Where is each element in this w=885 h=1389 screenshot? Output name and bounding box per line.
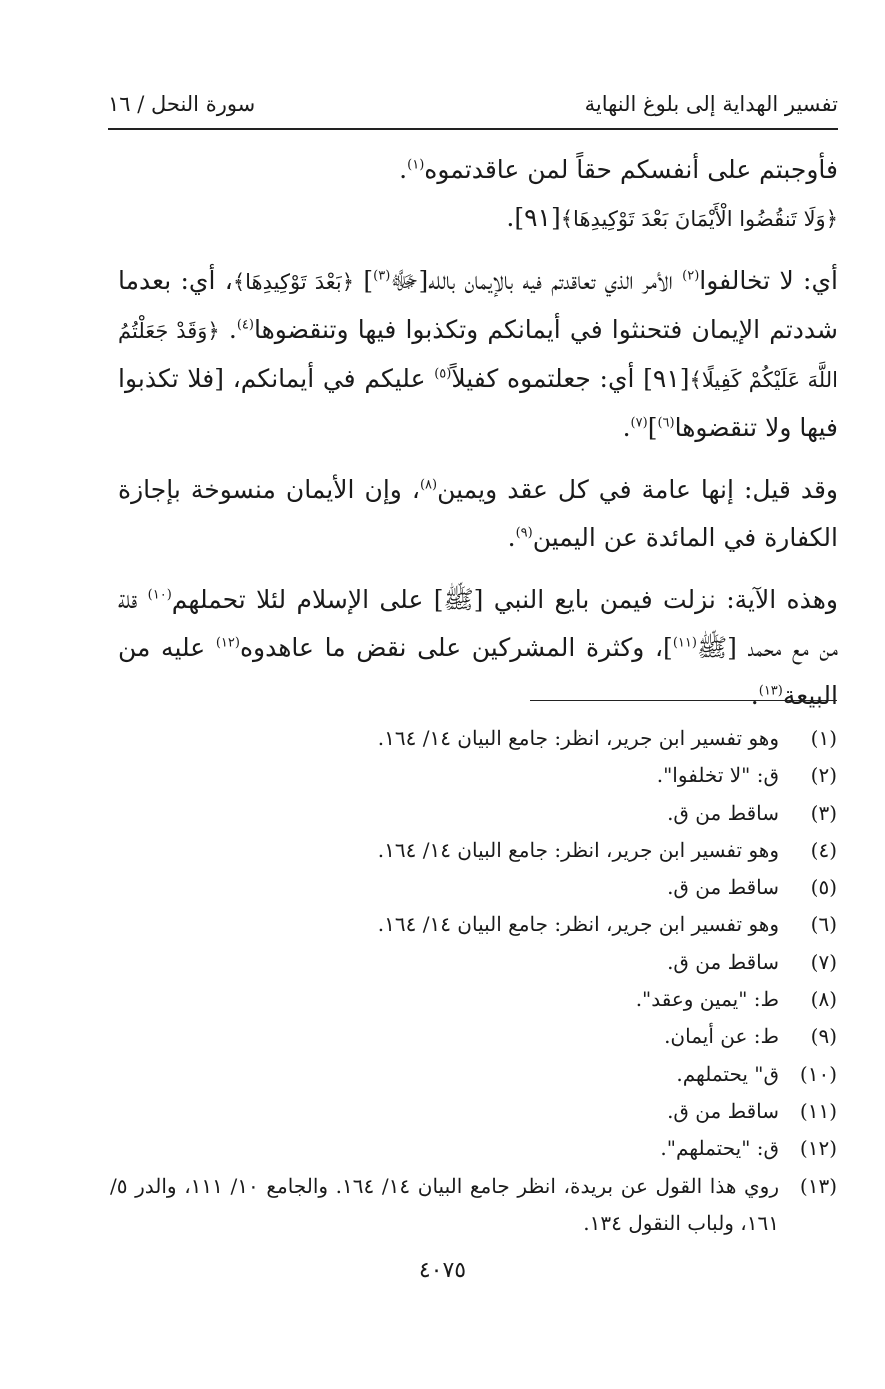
footnote-text: ساقط من ق. bbox=[667, 1098, 779, 1123]
footnote-number: (١١) bbox=[799, 1098, 837, 1123]
header-divider bbox=[108, 128, 838, 130]
footnote-number: (١٠) bbox=[799, 1061, 837, 1086]
footnote-ref: (٤) bbox=[236, 317, 254, 333]
footnote-text: ق: "لا تخلفوا". bbox=[656, 763, 779, 788]
footnote-ref: (١٢) bbox=[215, 635, 240, 651]
surah-reference: سورة النحل / ١٦ bbox=[108, 92, 256, 116]
main-text bbox=[118, 146, 838, 720]
footnote-ref: (٣) bbox=[373, 268, 391, 284]
footnote-number: (١٢) bbox=[799, 1136, 837, 1161]
footnote-text: وهو تفسير ابن جرير، انظر: جامع البيان ١٤/ ١٦٤. bbox=[377, 837, 779, 862]
footnote-number: (٥) bbox=[810, 875, 837, 900]
footnote bbox=[110, 906, 837, 943]
footnote-text: روي هذا القول عن بريدة، انظر جامع البيان ١٤/ ١٦٤. والجامع ١٠/ ١١١، والدر ٥/ ١٦١، ولباب النقول ١٣٤. bbox=[110, 1173, 779, 1235]
footnote-ref: (٧) bbox=[630, 415, 648, 431]
paragraph-2: ﴿وَلَا تَنقُضُوا الْأَيْمَانَ بَعْدَ تَوْكِيدِهَا﴾[٩١]. bbox=[506, 203, 838, 232]
footnote-ref: (١٣) bbox=[758, 683, 783, 699]
footnote-number: (١٣) bbox=[799, 1173, 837, 1198]
footnote-text: ساقط من ق. bbox=[667, 949, 779, 974]
footnote-text: ق" يحتملهم. bbox=[676, 1061, 779, 1086]
footnote-number: (٢) bbox=[810, 763, 837, 788]
footnote bbox=[110, 1093, 837, 1130]
footnote-ref: (٩) bbox=[515, 525, 533, 541]
footnote-ref: (٦) bbox=[657, 415, 675, 431]
footnote bbox=[110, 1168, 837, 1243]
footnote-text: وهو تفسير ابن جرير، انظر: جامع البيان ١٤/ ١٦٤. bbox=[377, 726, 779, 750]
footnote-ref: (١٠) bbox=[147, 587, 172, 603]
page-number: ٤٠٧٥ bbox=[418, 1258, 467, 1283]
footnote-text: ق: "يحتملهم". bbox=[660, 1136, 779, 1161]
footnote-text: ط: "يمين وعقد". bbox=[635, 987, 779, 1012]
footnote bbox=[110, 720, 837, 757]
footnotes bbox=[110, 720, 837, 1242]
footnote-divider bbox=[530, 700, 837, 701]
footnote-number: (٣) bbox=[810, 800, 837, 825]
footnote bbox=[110, 757, 837, 794]
running-header bbox=[108, 88, 838, 124]
paragraph-1: فأوجبتم على أنفسكم حقاً لمن عاقدتموه$^{(١)}$. bbox=[399, 155, 838, 184]
footnote-text: وهو تفسير ابن جرير، انظر: جامع البيان ١٤/ ١٦٤. bbox=[377, 912, 779, 937]
footnote bbox=[110, 795, 837, 832]
paragraph-3: أي: لا تخالفوا$^{(٢)}$ الأمر الذي تعاقدتم فيه بالإيمان بالله[ﷻ$^{(٣)}$] ﴿بَعْدَ تَوْكِيدِهَا﴾، أي: بعدما شددتم الإيمان فتحنثوا في أيمانكم وتكذبوا فيها وتنقضوها$^{(٤)}$. ﴿وَقَدْ جَعَلْتُمُ اللَّهَ عَلَيْكُمْ كَفِيلًا﴾[٩١] أي: جعلتموه كفيلاً$^{(٥)}$ عليكم في أيمانكم، [فلا تكذبوا فيها ولا تنقضوها$^{(٦)}$]$^{(٧)}$. bbox=[118, 266, 839, 442]
paragraph-4: وقد قيل: إنها عامة في كل عقد ويمين$^{(٨)}$، وإن الأيمان منسوخة بإجازة الكفارة في المائدة عن اليمين$^{(٩)}$. bbox=[118, 475, 839, 552]
footnote-ref: (٢) bbox=[682, 268, 700, 284]
footnote-number: (٩) bbox=[810, 1024, 837, 1049]
footnote bbox=[110, 944, 837, 981]
footnote-text: ساقط من ق. bbox=[667, 875, 779, 900]
footnote-text: ط: عن أيمان. bbox=[664, 1024, 779, 1049]
footnote-number: (٤) bbox=[810, 837, 837, 862]
paragraph-5: وهذه الآية: نزلت فيمن بايع النبي [ﷺ] على الإسلام لئلا تحملهم$^{(١٠)}$ قلة من مع محمد [ﷺ$^{(١١)}$]، وكثرة المشركين على نقض ما عاهدوه$^{(١٢)}$ عليه من البيعة$^{(١٣)}$. bbox=[118, 585, 838, 710]
quran-verse: ﴿وَقَدْ جَعَلْتُمُ اللَّهَ عَلَيْكُمْ كَفِيلًا﴾ bbox=[118, 319, 838, 392]
quran-verse: ﴿وَلَا تَنقُضُوا الْأَيْمَانَ بَعْدَ تَوْكِيدِهَا﴾ bbox=[560, 207, 838, 231]
footnote-number: (٦) bbox=[810, 912, 837, 937]
footnote bbox=[110, 1130, 837, 1167]
footnote-ref: (٨) bbox=[419, 477, 438, 493]
footnote-number: (١) bbox=[810, 726, 837, 750]
footnote bbox=[110, 1056, 837, 1093]
footnote-text: ساقط من ق. bbox=[667, 800, 779, 825]
footnote bbox=[110, 832, 837, 869]
footnote-number: (٧) bbox=[810, 949, 837, 974]
book-title: تفسير الهداية إلى بلوغ النهاية bbox=[584, 92, 838, 116]
footnote-number: (٨) bbox=[810, 987, 837, 1012]
footnote-ref: (٥) bbox=[434, 366, 452, 382]
footnote bbox=[110, 981, 837, 1018]
footnote-ref: (١١) bbox=[672, 635, 697, 651]
footnote-ref: (١) bbox=[407, 157, 425, 173]
quran-verse: ﴿بَعْدَ تَوْكِيدِهَا﴾ bbox=[232, 270, 355, 294]
footnote bbox=[110, 1018, 837, 1055]
footnote bbox=[110, 869, 837, 906]
